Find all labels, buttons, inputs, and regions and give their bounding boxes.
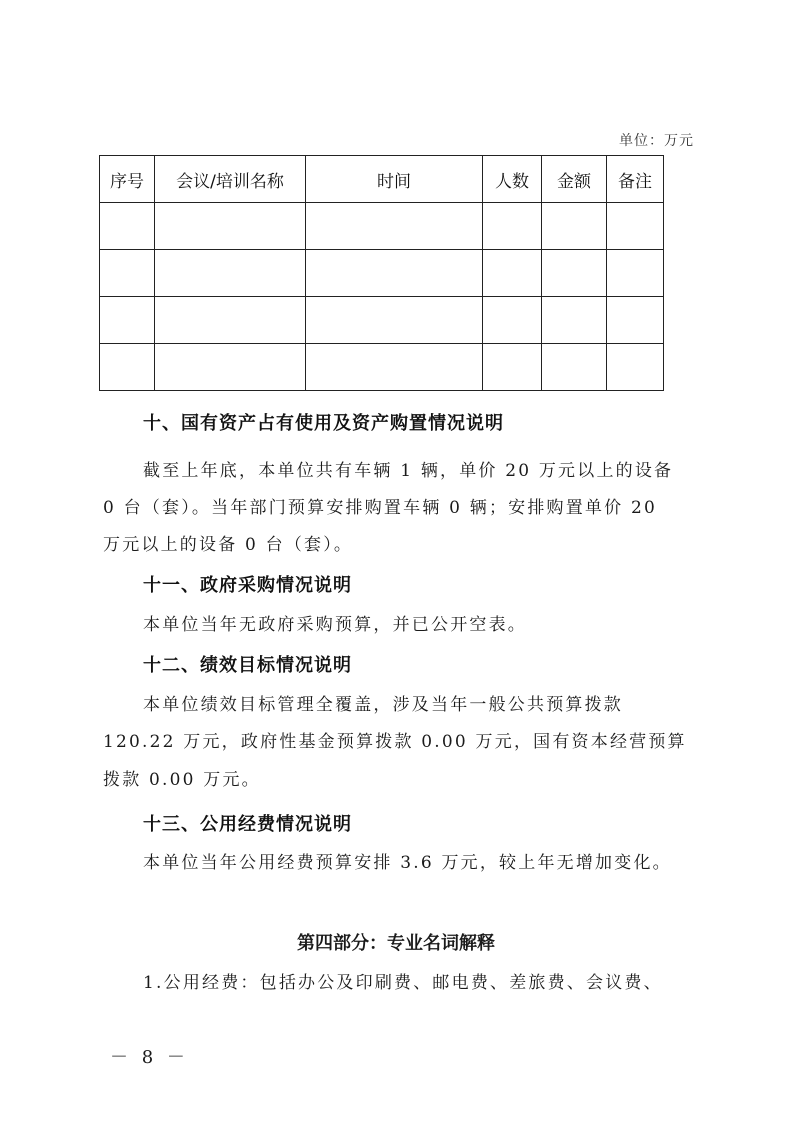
table-cell — [155, 250, 306, 297]
table-cell — [542, 203, 607, 250]
table-cell — [607, 250, 664, 297]
col-header-time: 时间 — [306, 156, 483, 203]
part-4-line-1: 1.公用经费：包括办公及印刷费、邮电费、差旅费、会议费、 — [143, 973, 663, 993]
table-row — [100, 203, 664, 250]
col-header-name: 会议/培训名称 — [155, 156, 306, 203]
section-13-line-1: 本单位当年公用经费预算安排 3.6 万元，较上年无增加变化。 — [143, 853, 672, 873]
table-cell — [306, 203, 483, 250]
table-row — [100, 344, 664, 391]
col-header-remark: 备注 — [607, 156, 664, 203]
col-header-people: 人数 — [483, 156, 542, 203]
page-number: － 8 － — [110, 1047, 189, 1068]
table-cell — [542, 344, 607, 391]
section-12-line-1: 本单位绩效目标管理全覆盖，涉及当年一般公共预算拨款 — [143, 695, 623, 715]
table-cell — [542, 250, 607, 297]
table-cell — [483, 297, 542, 344]
section-12-line-2: 120.22 万元，政府性基金预算拨款 0.00 万元，国有资本经营预算 — [103, 732, 687, 752]
part-4-title: 第四部分：专业名词解释 — [297, 933, 495, 954]
section-10-line-3: 万元以上的设备 0 台（套）。 — [103, 535, 354, 555]
table-row — [100, 297, 664, 344]
table-cell — [306, 297, 483, 344]
unit-label: 单位：万元 — [619, 133, 694, 149]
table-cell — [483, 250, 542, 297]
col-header-amount: 金额 — [542, 156, 607, 203]
meeting-training-table — [99, 155, 664, 391]
section-11-heading: 十一、政府采购情况说明 — [143, 575, 352, 596]
section-10-heading: 十、国有资产占有使用及资产购置情况说明 — [143, 413, 504, 434]
table-cell — [100, 250, 155, 297]
table-row — [100, 250, 664, 297]
table-header-row — [100, 156, 664, 203]
section-11-line-1: 本单位当年无政府采购预算，并已公开空表。 — [143, 615, 527, 635]
table-cell — [483, 203, 542, 250]
section-10-line-1: 截至上年底，本单位共有车辆 1 辆，单价 20 万元以上的设备 — [143, 461, 674, 481]
table-cell — [100, 297, 155, 344]
table-cell — [306, 344, 483, 391]
table-cell — [155, 297, 306, 344]
table-cell — [542, 297, 607, 344]
col-header-index: 序号 — [100, 156, 155, 203]
table-cell — [607, 203, 664, 250]
table-cell — [155, 344, 306, 391]
section-12-heading: 十二、绩效目标情况说明 — [143, 655, 352, 676]
section-13-heading: 十三、公用经费情况说明 — [143, 814, 352, 835]
section-10-line-2: 0 台（套）。当年部门预算安排购置车辆 0 辆；安排购置单价 20 — [103, 498, 657, 518]
table-cell — [306, 250, 483, 297]
section-12-line-3: 拨款 0.00 万元。 — [103, 770, 261, 790]
table-cell — [155, 203, 306, 250]
table-cell — [607, 297, 664, 344]
table-cell — [483, 344, 542, 391]
table-cell — [100, 344, 155, 391]
table-cell — [607, 344, 664, 391]
table-cell — [100, 203, 155, 250]
